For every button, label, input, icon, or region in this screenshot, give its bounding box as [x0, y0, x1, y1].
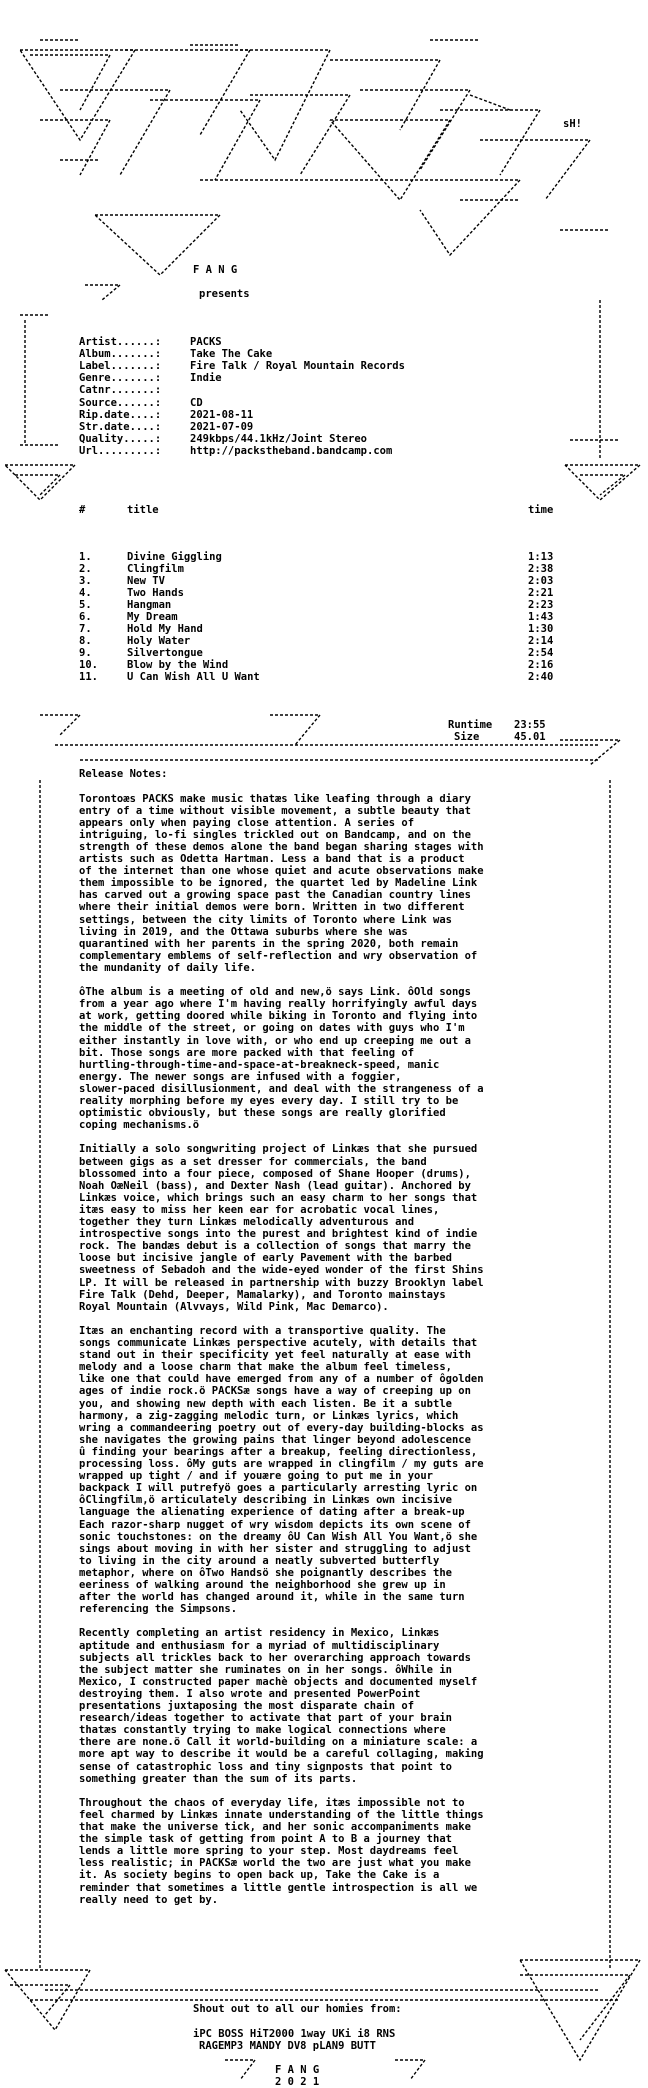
track-title: U Can Wish All U Want [127, 671, 260, 683]
release-notes-line: together they turn Linkæs melodically adventurous and [79, 1216, 415, 1228]
track-time: 2:21 [528, 587, 554, 599]
release-notes-line: there are none.ö Call it world-building on a miniature scale: a [79, 1736, 478, 1749]
release-notes-line: Royal Mountain (Alvvays, Wild Pink, Mac Demarco). [79, 1300, 389, 1313]
track-num: 9. [79, 647, 92, 659]
release-notes-line: settings, between the city limits of Toronto where Link was [79, 913, 452, 926]
track-num: 7. [79, 623, 92, 635]
info-label-album: Album.......: [79, 348, 162, 360]
footer-year: 2 0 2 1 [275, 2076, 320, 2088]
release-notes-line: sweetness of Sebadoh and the wide-eyed wonder of the first Shins [79, 1264, 484, 1277]
release-notes-line: research/ideas together to activate that part of your brain [79, 1712, 452, 1725]
track-time: 2:40 [528, 671, 554, 683]
release-notes-line: eeriness of walking around the neighborhood she grew up in [79, 1579, 446, 1591]
release-notes-line: language the alienating experience of dating after a break-up [79, 1506, 465, 1519]
info-label-catnr: Catnr.......: [79, 384, 162, 396]
release-notes-line: loose but incisive jangle of early Pavement with the barbed [79, 1252, 452, 1265]
track-title: Hold My Hand [127, 623, 203, 635]
release-notes-line: introspective songs into the purest and brightest kind of indie [79, 1228, 478, 1241]
release-notes-line: reminder that sometimes a little gentle introspection is all we [79, 1881, 478, 1894]
info-value-quality: 249kbps/44.1kHz/Joint Stereo [190, 433, 368, 445]
release-notes-line: blossomed into a four piece, composed of Shane Hooper (drums), [79, 1167, 471, 1180]
release-notes-line: subjects all trickles back to her overarching approach towards [79, 1651, 471, 1664]
track-title: New TV [127, 575, 165, 587]
track-title: Divine Giggling [127, 551, 222, 563]
info-label-quality: Quality.....: [79, 433, 162, 445]
release-notes-line: harmony, a zig-zagging melodic turn, or Linkæs lyrics, which [79, 1409, 459, 1422]
release-notes-line: thatæs constantly trying to make logical connections where [79, 1724, 446, 1737]
track-title: Two Hands [127, 587, 184, 599]
release-notes-line: where their initial demos were born. Written in two different [79, 901, 465, 914]
track-num: 11. [79, 671, 98, 683]
info-value-str-date: 2021-07-09 [190, 421, 254, 433]
release-notes-line: LP. It will be released in partnership with buzzy Brooklyn label [79, 1276, 484, 1289]
release-notes-line: something greater than the sum of its parts. [79, 1772, 358, 1785]
release-notes-line: Each razor-sharp nugget of wry wisdom depicts its own scene of [79, 1518, 471, 1531]
track-time: 2:03 [528, 575, 554, 587]
release-notes-line: like one that could have emerged from any of a number of ôgolden [79, 1373, 484, 1386]
release-notes-line: more apt way to describe it would be a careful collaging, making [79, 1748, 484, 1761]
release-notes-line: either instantly in love with, or who end up creeping me out a [79, 1034, 471, 1047]
track-num: 10. [79, 659, 98, 671]
release-notes-heading: Release Notes: [79, 768, 168, 780]
track-num: 3. [79, 575, 92, 587]
release-notes-line: slower-paced disillusionment, and deal with the strangeness of a [79, 1082, 484, 1095]
info-label-rip-date: Rip.date....: [79, 409, 162, 421]
info-label-label: Label.......: [79, 360, 162, 372]
info-label-artist: Artist......: [79, 336, 162, 348]
release-notes-line: coping mechanisms.ö [79, 1119, 200, 1132]
track-time: 2:23 [528, 599, 554, 611]
release-notes-line: reality morphing before my eyes every day. I still try to be [79, 1095, 459, 1107]
runtime-label: Runtime [448, 719, 493, 731]
release-notes-line: of the internet than one whose quiet and acute observations make [79, 865, 484, 878]
info-value-artist: PACKS [190, 336, 222, 348]
release-notes-line: songs communicate Linkæs perspective acutely, with details that [79, 1337, 478, 1349]
info-value-url[interactable]: http://packstheband.bandcamp.com [190, 445, 393, 457]
info-value-genre: Indie [190, 372, 222, 384]
track-title: Clingfilm [127, 563, 184, 575]
release-notes-line: Recently completing an artist residency in Mexico, Linkæs [79, 1627, 440, 1640]
release-notes-line: intriguing, lo-fi singles trickled out on Bandcamp, and on the [79, 828, 471, 841]
release-notes-line: presentations juxtaposing the most disparate chain of [79, 1700, 415, 1712]
release-notes-line: optimistic obviously, but these songs are really glorified [79, 1107, 446, 1120]
release-notes-line: wrapped up tight / and if youære going to put me in your [79, 1470, 434, 1483]
release-notes-line: referencing the Simpsons. [79, 1603, 238, 1616]
release-notes-line: the simple task of getting from point A to B a journey that [79, 1833, 452, 1846]
track-time: 1:13 [528, 551, 554, 563]
release-notes-line: the middle of the street, or going on dates with guys who I'm [79, 1022, 465, 1035]
runtime-value: 23:55 [514, 719, 546, 731]
release-notes-line: feel charmed by Linkæs innate understanding of the little things [79, 1808, 484, 1821]
release-notes-line: rock. The bandæs debut is a collection of songs that marry the [79, 1240, 471, 1253]
track-time: 2:54 [528, 647, 554, 659]
release-notes-line: less realistic; in PACKSæ world the two are just what you make [79, 1857, 471, 1870]
banner-group-name: F A N G [193, 264, 238, 276]
info-value-source: CD [190, 397, 203, 409]
release-notes-line: between gigs as a set dresser for commercials, the band [79, 1155, 427, 1168]
groups-line-2: RAGEMP3 MANDY DV8 pLAN9 BUTT [199, 2040, 377, 2052]
groups-line-1: iPC BOSS HiT2000 1way UKi i8 RNS [193, 2028, 396, 2040]
tracklist-header-title: title [127, 504, 159, 516]
release-notes-line: wring a commandeering poetry out of every-day building-blocks as [79, 1421, 484, 1434]
release-notes-line: metaphor, where on ôTwo Handsö she poignantly describes the [79, 1566, 452, 1579]
release-notes-line: after the world has changed around it, while in the same turn [79, 1591, 465, 1604]
release-notes-line: appears only when paying close attention. A series of [79, 816, 415, 829]
release-notes-line: sense of catastrophic loss and tiny signposts that point to [79, 1760, 452, 1773]
info-value-rip-date: 2021-08-11 [190, 409, 254, 421]
release-notes-line: living in 2019, and the Ottawa suburbs where she was [79, 925, 408, 938]
release-notes-line: Itæs an enchanting record with a transportive quality. The [79, 1324, 446, 1337]
release-notes-line: energy. The newer songs are infused with a foggier, [79, 1070, 402, 1083]
release-notes-line: itæs easy to miss her keen ear for acrobatic vocal lines, [79, 1203, 440, 1216]
shoutout-text: Shout out to all our homies from: [193, 2003, 402, 2015]
release-notes-line: strength of these demos alone the band began sharing stages with [79, 840, 484, 853]
release-notes-line: sonic touchstones: on the dreamy ôU Can Wish All You Want,ö she [79, 1530, 478, 1543]
track-time: 2:14 [528, 635, 554, 647]
release-notes-line: melody and a loose charm that make the album feel timeless, [79, 1361, 452, 1374]
release-notes-line: Linkæs voice, which brings such an easy charm to her songs that [79, 1191, 478, 1204]
info-label-genre: Genre.......: [79, 372, 162, 384]
track-num: 1. [79, 551, 92, 563]
release-notes-line: Throughout the chaos of everyday life, itæs impossible not to [79, 1796, 465, 1809]
release-notes-line: processing loss. ôMy guts are wrapped in clingfilm / my guts are [79, 1458, 484, 1470]
release-notes-line: backpack I will putrefyö goes a particularly arresting lyric on [79, 1482, 478, 1495]
release-notes-line: Mexico, I constructed paper machè objects and documented myself [79, 1675, 478, 1688]
release-notes-line: at work, getting doored while biking in Toronto and flying into [79, 1010, 478, 1023]
release-notes-line: bit. Those songs are more packed with that feeling of [79, 1046, 415, 1059]
release-notes-line: hurtling-through-time-and-space-at-breakneck-speed, manic [79, 1058, 440, 1071]
banner-tag: sH! [563, 118, 582, 130]
release-notes-line: aptitude and enthusiasm for a myriad of multidisciplinary [79, 1639, 440, 1652]
release-notes-line: Initially a solo songwriting project of Linkæs that she pursued [79, 1143, 478, 1156]
release-notes-line: ôThe album is a meeting of old and new,ö says Link. ôOld songs [79, 986, 471, 999]
info-label-source: Source......: [79, 397, 162, 409]
info-label-str-date: Str.date....: [79, 421, 162, 433]
release-notes-line: artists such as Odetta Hartman. Less a band that is a product [79, 853, 465, 865]
track-title: Silvertongue [127, 647, 203, 659]
release-notes-line: destroying them. I also wrote and presented PowerPoint [79, 1687, 421, 1700]
info-label-url: Url.........: [79, 445, 162, 457]
release-notes-line: it. As society begins to open back up, Take the Cake is a [79, 1869, 440, 1882]
info-value-album: Take The Cake [190, 348, 273, 360]
track-num: 2. [79, 563, 92, 575]
release-notes-line: that make the universe tick, and her sonic accompaniments make [79, 1821, 471, 1833]
banner-presents: presents [199, 288, 250, 300]
release-notes-line: ôClingfilm,ö articulately describing in Linkæs own incisive [79, 1494, 452, 1507]
tracklist-header-num: # [79, 504, 86, 516]
release-notes-line: sings about moving in with her sister and struggling to adjust [79, 1542, 471, 1555]
release-notes-line: really need to get by. [79, 1893, 219, 1906]
size-value: 45.01 [514, 731, 546, 743]
track-time: 2:16 [528, 659, 554, 671]
track-title: Holy Water [127, 635, 191, 647]
track-title: Hangman [127, 599, 172, 611]
release-notes-line: entry of a time without visible movement, a subtle beauty that [79, 804, 471, 817]
track-num: 5. [79, 599, 92, 611]
track-num: 4. [79, 587, 92, 599]
release-notes-line: Torontoæs PACKS make music thatæs like leafing through a diary [79, 792, 471, 805]
release-notes-line: has carved out a growing space past the Canadian country lines [79, 889, 471, 902]
tracklist-header-time: time [528, 504, 554, 516]
track-time: 2:38 [528, 563, 554, 575]
footer-group-name: F A N G [275, 2064, 320, 2076]
track-num: 6. [79, 611, 92, 623]
release-notes-line: from a year ago where I'm having really horrifyingly awful days [79, 998, 478, 1011]
info-value-label: Fire Talk / Royal Mountain Records [190, 360, 405, 372]
track-title: Blow by the Wind [127, 659, 229, 671]
release-notes-line: quarantined with her parents in the spring 2020, both remain [79, 937, 459, 950]
release-notes-line: to living in the city around a neatly subverted butterfly [79, 1554, 440, 1567]
track-title: My Dream [127, 611, 178, 623]
track-num: 8. [79, 635, 92, 647]
release-notes-line: stand out in their specificity yet feel naturally at ease with [79, 1349, 471, 1362]
release-notes-line: the subject matter she ruminates on in her songs. ôWhile in [79, 1663, 452, 1676]
release-notes-line: you, and showing new depth with each listen. Be it a subtle [79, 1397, 452, 1410]
release-notes-line: complementary emblems of self-reflection and wry observation of [79, 949, 478, 962]
release-notes-line: them impossible to be ignored, the quartet led by Madeline Link [79, 877, 478, 890]
track-time: 1:30 [528, 623, 554, 635]
release-notes-line: û finding your bearings after a breakup, feeling directionless, [79, 1445, 478, 1458]
release-notes-line: lends a little more spring to your step. Most daydreams feel [79, 1845, 459, 1858]
release-notes-line: the mundanity of daily life. [79, 961, 257, 974]
size-label: Size [454, 731, 480, 743]
release-notes-line: Fire Talk (Dehd, Deeper, Mamalarky), and Toronto mainstays [79, 1288, 446, 1301]
release-notes-line: Noah OæNeil (bass), and Dexter Nash (lead guitar). Anchored by [79, 1179, 471, 1192]
track-time: 1:43 [528, 611, 554, 623]
release-notes-line: she navigates the growing pains that linger beyond adolescence [79, 1433, 471, 1446]
release-notes-line: ages of indie rock.ö PACKSæ songs have a way of creeping up on [79, 1385, 471, 1398]
